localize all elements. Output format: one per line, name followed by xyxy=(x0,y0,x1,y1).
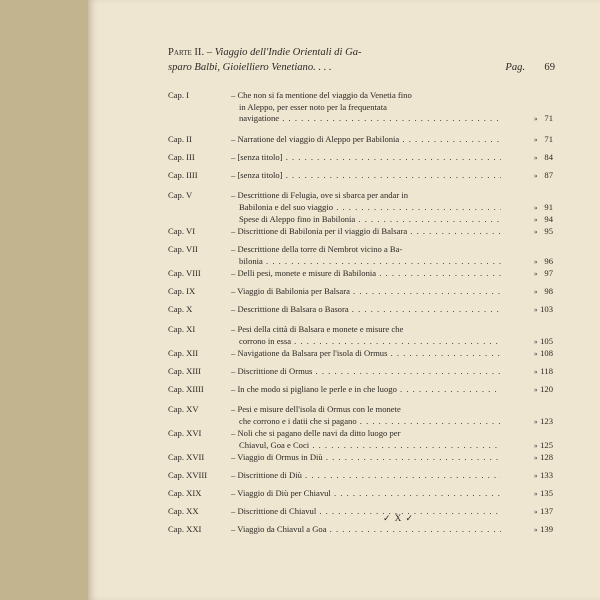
ditto-mark: » xyxy=(534,115,538,123)
header-page-ref xyxy=(505,60,555,75)
ditto-mark: » xyxy=(534,136,538,144)
ditto-mark: » xyxy=(534,454,538,462)
ditto-mark: » xyxy=(534,228,538,236)
chapter-number: Cap. XIX xyxy=(168,488,202,498)
pag-label: Pag. xyxy=(505,62,526,73)
chapter-title xyxy=(231,170,501,182)
chapter-title xyxy=(231,268,501,280)
chapter-title-line: – Pesi e misure dell'isola di Ormus con le monete xyxy=(231,404,401,414)
chapter-title-line: – Narratione del viaggio di Aleppo per Babilonia . . . xyxy=(231,134,501,146)
chapter-number: Cap. III xyxy=(168,152,195,162)
toc-entry xyxy=(168,324,555,347)
toc-entry xyxy=(168,170,555,182)
toc-entry xyxy=(168,286,555,298)
chapter-title-line: – Discrittione di Ormus . . . xyxy=(231,366,501,378)
chapter-number: Cap. XVII xyxy=(168,452,205,462)
chapter-title xyxy=(231,384,501,396)
chapter-number: Cap. VIII xyxy=(168,268,201,278)
chapter-title xyxy=(231,324,501,347)
chapter-title-line: – Viaggio di Ormus in Diù . . . xyxy=(231,452,501,464)
ditto-mark: » xyxy=(534,216,538,224)
toc-entry xyxy=(168,244,555,267)
pag-number: 69 xyxy=(544,62,555,73)
part-title-line1: – Viaggio dell'Indie Orientali di Ga- xyxy=(206,47,362,58)
chapter-title xyxy=(231,90,501,125)
chapter-title xyxy=(231,134,501,146)
chapter-title-line: – Delli pesi, monete e misure di Babilonia . . . xyxy=(231,268,501,280)
ditto-mark: » xyxy=(534,172,538,180)
chapter-title-line: – Discrittione di Chiavul . . . xyxy=(231,506,501,518)
ditto-mark: » xyxy=(534,508,538,516)
chapter-number: Cap. I xyxy=(168,90,190,100)
chapter-number: Cap. XIII xyxy=(168,366,201,376)
chapter-title-line: – Navigatione da Balsara per l'isola di Ormus . . . xyxy=(231,348,501,360)
chapter-number: Cap. XXI xyxy=(168,524,202,534)
chapter-number: Cap. XI xyxy=(168,324,196,334)
toc-entry xyxy=(168,268,555,280)
ditto-mark: » xyxy=(534,270,538,278)
toc-entry xyxy=(168,506,555,518)
chapter-title-line: – [senza titolo] . . . xyxy=(231,170,501,182)
chapter-title xyxy=(231,452,501,464)
toc-entry xyxy=(168,452,555,464)
page-number: 125 xyxy=(540,439,553,450)
chapter-title-line: – [senza titolo] . . . xyxy=(231,152,501,164)
chapter-title-line: – Noli che si pagano delle navi da ditto luogo per xyxy=(231,428,401,438)
ditto-mark: » xyxy=(534,288,538,296)
chapter-title xyxy=(231,348,501,360)
chapter-title-line: – Viaggio di Diù per Chiavul . . . xyxy=(231,488,501,500)
chapter-title-line: Spese di Aleppo fino in Babilonia . . . xyxy=(231,214,501,226)
chapter-title xyxy=(231,152,501,164)
ditto-mark: » xyxy=(534,306,538,314)
page-number: 120 xyxy=(540,384,553,394)
chapter-title-line: – Descrittione della torre di Nembrot vicino a Ba- xyxy=(231,244,403,254)
toc-entry xyxy=(168,304,555,316)
page-number: 118 xyxy=(540,366,553,376)
chapter-number: Cap. XVI xyxy=(168,428,202,438)
chapter-title-line: – Descrittione di Felugia, ove si sbarca per andar in xyxy=(231,190,409,200)
section-header xyxy=(168,45,555,75)
chapter-number: Cap. X xyxy=(168,304,193,314)
page-number: 97 xyxy=(544,268,553,278)
chapter-title-line: – In che modo si pigliano le perle e in che luogo . . . xyxy=(231,384,501,396)
toc-entry xyxy=(168,190,555,213)
chapter-title-line: – Pesi della città di Balsara e monete e misure che xyxy=(231,324,404,334)
chapter-number: Cap. XVIII xyxy=(168,470,208,480)
part-title-line2: sparo Balbi, Gioielliero Venetiano. . . . xyxy=(168,62,332,73)
toc-entry xyxy=(168,524,555,536)
ditto-mark: » xyxy=(534,337,538,346)
chapter-title xyxy=(231,506,501,518)
page-number: 133 xyxy=(540,470,553,480)
chapter-title xyxy=(231,214,501,226)
chapter-number: Cap. XII xyxy=(168,348,199,358)
chapter-title xyxy=(231,366,501,378)
ditto-mark: » xyxy=(534,417,538,426)
toc-entry xyxy=(168,404,555,427)
chapter-number: Cap. IX xyxy=(168,286,196,296)
chapter-title-line: corrono in essa . . . xyxy=(231,336,501,348)
chapter-title xyxy=(231,488,501,500)
page-number: 103 xyxy=(540,304,553,314)
chapter-title xyxy=(231,286,501,298)
chapter-title-line: Babilonia e del suo viaggio . . . xyxy=(231,202,501,214)
ditto-mark: » xyxy=(534,350,538,358)
page-number: 137 xyxy=(540,506,553,516)
page-number: 98 xyxy=(544,286,553,296)
ditto-mark: » xyxy=(534,490,538,498)
book-page xyxy=(88,0,600,600)
page-number: 139 xyxy=(540,524,553,534)
chapter-title-line: bilonia . . . xyxy=(231,256,501,268)
toc-entry xyxy=(168,226,555,238)
chapter-number: Cap. V xyxy=(168,190,193,200)
page-number: 108 xyxy=(540,348,553,358)
chapter-title-line: – Descrittione di Balsara o Basora . . . xyxy=(231,304,501,316)
toc-entry xyxy=(168,152,555,164)
chapter-title-line: in Aleppo, per esser noto per la frequentata xyxy=(239,101,387,112)
chapter-title-line: che corrono e i datii che si pagano . . . xyxy=(231,416,501,428)
chapter-number: Cap. XX xyxy=(168,506,199,516)
chapter-title xyxy=(231,190,501,213)
chapter-number: Cap. XIIII xyxy=(168,384,204,394)
chapter-title xyxy=(231,428,501,451)
page-number: 87 xyxy=(544,170,553,180)
toc-entry xyxy=(168,488,555,500)
ditto-mark: » xyxy=(534,526,538,534)
ditto-mark: » xyxy=(534,257,538,266)
page-number: 91 xyxy=(544,201,553,212)
toc-entry xyxy=(168,214,555,226)
page-number: 94 xyxy=(544,214,553,224)
page-number: 96 xyxy=(544,255,553,266)
toc-entry xyxy=(168,428,555,451)
chapter-title xyxy=(231,244,501,267)
page-number: 128 xyxy=(540,452,553,462)
page-number: 95 xyxy=(544,226,553,236)
chapter-title xyxy=(231,524,501,536)
page-number: 105 xyxy=(540,335,553,346)
chapter-number: Cap. VI xyxy=(168,226,196,236)
chapter-title-line: – Viaggio da Chiavul a Goa . . . xyxy=(231,524,501,536)
chapter-title xyxy=(231,226,501,238)
ditto-mark: » xyxy=(534,368,538,376)
chapter-number: Cap. II xyxy=(168,134,192,144)
toc-entry xyxy=(168,134,555,146)
chapter-title-line: – Viaggio di Babilonia per Balsara . . . xyxy=(231,286,501,298)
ditto-mark: » xyxy=(534,203,538,212)
page-footer: ✓ X ✓ xyxy=(383,513,415,523)
page-number: 123 xyxy=(540,415,553,426)
chapter-title-line: – Discrittione di Babilonia per il viaggio di Balsara . . . xyxy=(231,226,501,238)
toc-entry xyxy=(168,384,555,396)
part-label: Parte II. xyxy=(168,47,205,58)
chapter-title-line: – Che non si fa mentione del viaggio da Venetia fino xyxy=(231,90,412,100)
ditto-mark: » xyxy=(534,386,538,394)
chapter-number: Cap. XV xyxy=(168,404,199,414)
chapter-title-line: – Discrittione di Diù . . . xyxy=(231,470,501,482)
page-number: 71 xyxy=(544,113,553,123)
chapter-title xyxy=(231,304,501,316)
toc-entry xyxy=(168,348,555,360)
toc-entry xyxy=(168,90,555,125)
ditto-mark: » xyxy=(534,154,538,162)
chapter-title xyxy=(231,470,501,482)
chapter-number: Cap. VII xyxy=(168,244,198,254)
page-number: 135 xyxy=(540,488,553,498)
chapter-title xyxy=(231,404,501,427)
ditto-mark: » xyxy=(534,472,538,480)
chapter-title-line: navigatione . . . xyxy=(231,113,501,125)
chapter-number: Cap. IIII xyxy=(168,170,198,180)
page-number: 71 xyxy=(544,134,553,144)
page-number: 84 xyxy=(544,152,553,162)
chapter-title-line: Chiavul, Goa e Coci . . . xyxy=(231,440,501,452)
toc-entry xyxy=(168,366,555,378)
toc-entry xyxy=(168,470,555,482)
ditto-mark: » xyxy=(534,441,538,450)
